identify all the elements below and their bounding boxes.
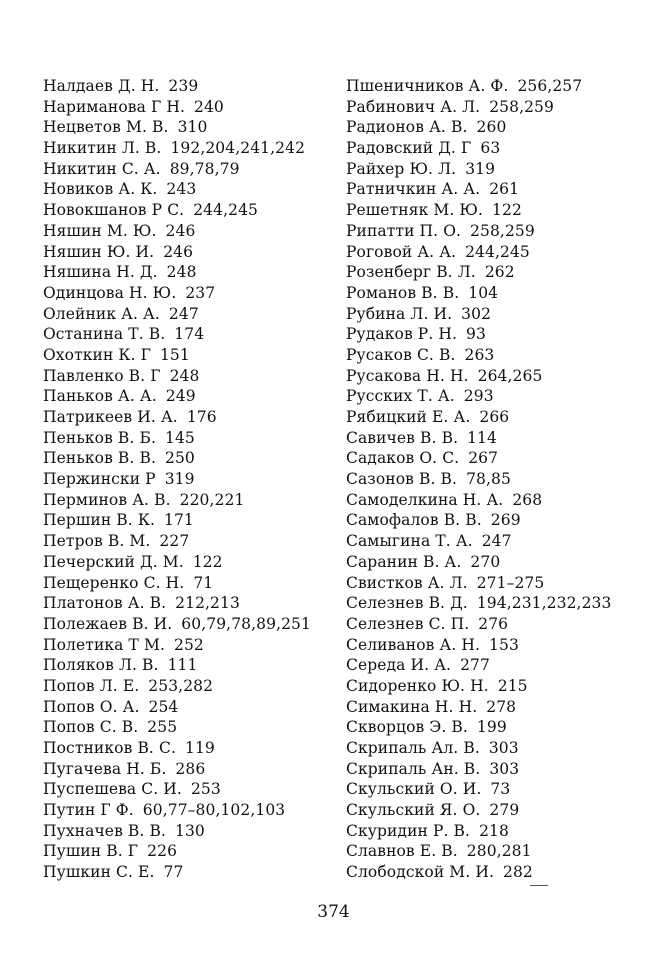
page-references: 319 [164, 470, 195, 489]
author-name: Няшина Н. Д. [43, 263, 158, 282]
author-name: Одинцова Н. Ю. [43, 283, 177, 302]
index-entry [346, 552, 646, 573]
index-entry [346, 593, 646, 614]
author-name: Русских Т. А. [346, 387, 455, 406]
author-name: Самофалов В. В. [346, 511, 482, 530]
author-name: Няшин М. Ю. [43, 221, 157, 240]
page-references: 171 [163, 511, 194, 530]
index-entry [43, 552, 333, 573]
index-entry [346, 738, 646, 759]
index-entry [346, 490, 646, 511]
author-name: Скульский О. И. [346, 780, 482, 799]
author-name: Саранин В. А. [346, 552, 462, 571]
page-references: 263 [464, 345, 495, 364]
author-name: Русакова Н. Н. [346, 366, 469, 385]
index-entry [43, 262, 333, 283]
index-entry [346, 821, 646, 842]
author-name: Русаков С. В. [346, 345, 456, 364]
index-entry [346, 469, 646, 490]
author-name: Налдаев Д. Н. [43, 77, 160, 95]
author-name: Роговой А. А. [346, 242, 457, 261]
page-references: 246 [165, 221, 196, 240]
author-name: Скульский Я. О. [346, 801, 481, 820]
author-name: Никитин С. А. [43, 159, 161, 178]
index-entry [346, 573, 646, 594]
index-entry [346, 159, 646, 180]
page-references: 114 [467, 428, 497, 447]
author-name: Селезнев В. Д. [346, 594, 468, 613]
index-entry [346, 779, 646, 800]
page-references: 63 [480, 139, 501, 158]
index-entry [43, 117, 333, 138]
index-entry [43, 717, 333, 738]
trailing-dash [530, 885, 548, 886]
author-name: Рубина Л. И. [346, 304, 453, 323]
page-references: 270 [470, 552, 501, 571]
author-name: Нецветов М. В. [43, 118, 169, 137]
page-references: 248 [169, 366, 200, 385]
author-name: Паньков А. А. [43, 387, 157, 406]
page-references: 174 [174, 325, 205, 344]
index-entry [346, 138, 646, 159]
index-entry [43, 800, 333, 821]
index-entry [346, 676, 646, 697]
author-name: Скворцов Э. В. [346, 718, 468, 737]
page-references: 60,79,78,89,251 [181, 614, 311, 633]
author-name: Олейник А. А. [43, 304, 160, 323]
index-entry [346, 862, 646, 883]
index-entry [346, 841, 646, 862]
index-entry [43, 386, 333, 407]
author-name: Скрипаль Ал. В. [346, 739, 480, 757]
page-references: 237 [185, 283, 216, 302]
index-entry [346, 407, 646, 428]
author-name: Печерский Д. М. [43, 552, 184, 571]
author-name: Попов О. А. [43, 697, 140, 716]
author-name: Решетняк М. Ю. [346, 201, 484, 220]
index-entry [346, 448, 646, 469]
page-references: 260 [476, 118, 507, 137]
page-references: 215 [497, 676, 528, 695]
page-references: 60,77–80,102,103 [142, 801, 286, 820]
page-references: 278 [486, 697, 517, 716]
page-references: 258,259 [489, 97, 554, 116]
author-name: Слободской М. И. [346, 863, 494, 882]
index-entry [346, 324, 646, 345]
page-references: 130 [175, 821, 205, 840]
page-references: 266 [479, 408, 510, 426]
index-entry [43, 366, 333, 387]
index-entry [43, 593, 333, 614]
index-entry [346, 428, 646, 449]
author-name: Радионов А. В. [346, 118, 468, 137]
page-references: 122 [492, 201, 522, 220]
page-references: 264,265 [477, 366, 543, 385]
index-entry [43, 510, 333, 531]
page-references: 249 [165, 387, 196, 406]
page-references: 239 [168, 77, 199, 95]
author-name: Рипатти П. О. [346, 221, 462, 240]
page-references: 280,281 [466, 842, 532, 861]
page-references: 282 [502, 863, 533, 882]
index-entry [346, 304, 646, 325]
page-references: 258,259 [470, 221, 535, 240]
author-name: Славнов Е. В. [346, 842, 458, 861]
author-name: Пушкин С. Е. [43, 863, 155, 882]
index-entry [43, 759, 333, 780]
author-name: Симакина Н. Н. [346, 697, 478, 716]
page-references: 303 [488, 739, 519, 757]
page-references: 250 [165, 449, 195, 468]
index-entry [346, 283, 646, 304]
author-name: Попов Л. Е. [43, 676, 140, 695]
page-references: 212,213 [175, 594, 240, 613]
index-entry [43, 242, 333, 263]
author-name: Никитин Л. В. [43, 139, 162, 158]
author-name: Розенберг В. Л. [346, 263, 476, 282]
index-entry [43, 635, 333, 656]
page-references: 262 [484, 263, 515, 282]
index-entry [346, 697, 646, 718]
author-name: Рабинович А. Л. [346, 97, 481, 116]
index-entry [43, 428, 333, 449]
author-name: Сазонов В. В. [346, 470, 458, 489]
author-name: Савичев В. В. [346, 428, 459, 447]
page-references: 310 [177, 118, 208, 137]
index-entry [346, 717, 646, 738]
index-entry [43, 221, 333, 242]
page-references: 104 [468, 283, 499, 302]
author-name: Полежаев В. И. [43, 614, 173, 633]
index-entry [43, 779, 333, 800]
page-references: 89,78,79 [169, 159, 240, 178]
page-references: 261 [489, 180, 520, 199]
index-entry [346, 179, 646, 200]
page-references: 176 [186, 408, 217, 426]
author-name: Ратничкин А. А. [346, 180, 481, 199]
author-name: Попов С. В. [43, 718, 139, 737]
author-name: Самыгина Т. А. [346, 532, 473, 551]
page-references: 153 [489, 635, 519, 654]
author-name: Рудаков Р. Н. [346, 325, 458, 344]
page-references: 277 [460, 656, 490, 675]
index-entry [43, 407, 333, 428]
index-entry [43, 676, 333, 697]
index-entry [346, 510, 646, 531]
page-references: 122 [192, 552, 223, 571]
index-entry [43, 821, 333, 842]
page-references: 77 [163, 863, 184, 882]
author-name: Середа И. А. [346, 656, 452, 675]
index-entry [43, 614, 333, 635]
index-entry [346, 242, 646, 263]
page-references: 246 [163, 242, 194, 261]
index-entry [346, 655, 646, 676]
page-references: 247 [481, 532, 512, 551]
index-entry [43, 490, 333, 511]
author-name: Скрипаль Ан. В. [346, 759, 481, 778]
page-references: 268 [512, 490, 543, 509]
page-references: 244,245 [465, 242, 530, 261]
index-entry [346, 221, 646, 242]
page-references: 244,245 [193, 201, 259, 220]
index-column-right [346, 76, 646, 883]
index-entry [346, 97, 646, 118]
author-name: Охоткин К. Г [43, 345, 151, 364]
page-references: 303 [489, 759, 520, 778]
author-name: Радовский Д. Г [346, 139, 472, 158]
author-name: Пушин В. Г [43, 842, 139, 861]
index-entry [43, 179, 333, 200]
page-references: 226 [147, 842, 178, 861]
author-name: Нариманова Г Н. [43, 97, 185, 116]
page-references: 255 [147, 718, 178, 737]
page-references: 279 [489, 801, 520, 820]
page-references: 199 [476, 718, 507, 737]
index-entry [43, 324, 333, 345]
index-entry [346, 386, 646, 407]
author-name: Садаков О. С. [346, 449, 460, 468]
author-name: Пшеничников А. Ф. [346, 77, 509, 95]
page-references: 220,221 [179, 490, 245, 509]
page-references: 111 [167, 656, 198, 675]
author-name: Пержински Р [43, 470, 156, 489]
index-entry [43, 200, 333, 221]
author-name: Райхер Ю. Л. [346, 159, 457, 178]
page-references: 247 [168, 304, 199, 323]
author-name: Пухначев В. В. [43, 821, 166, 840]
index-entry [346, 262, 646, 283]
page-references: 253 [190, 780, 221, 799]
page-references: 267 [468, 449, 499, 468]
index-entry [346, 531, 646, 552]
index-entry [346, 200, 646, 221]
page-references: 243 [166, 180, 197, 199]
author-name: Пеньков В. Б. [43, 428, 156, 447]
author-name: Петров В. М. [43, 532, 151, 551]
author-name: Свистков А. Л. [346, 573, 468, 592]
author-name: Постников В. С. [43, 739, 176, 757]
author-name: Пеньков В. В. [43, 449, 156, 468]
author-name: Скуридин Р. В. [346, 821, 471, 840]
page-references: 93 [466, 325, 486, 344]
author-name: Пуспешева С. И. [43, 780, 182, 799]
index-entry [43, 697, 333, 718]
page-references: 269 [490, 511, 521, 530]
index-entry [43, 76, 333, 97]
page-number: 374 [317, 902, 350, 922]
page-references: 78,85 [466, 470, 511, 489]
page-references: 151 [159, 345, 190, 364]
page-references: 248 [166, 263, 197, 282]
page-references: 218 [479, 821, 509, 840]
author-name: Няшин Ю. И. [43, 242, 155, 261]
page-references: 254 [148, 697, 179, 716]
page-references: 240 [194, 97, 224, 116]
page-references: 271–275 [476, 573, 545, 592]
page-references: 194,231,232,233 [476, 594, 612, 613]
page-references: 319 [465, 159, 496, 178]
index-entry [346, 366, 646, 387]
index-entry [43, 841, 333, 862]
index-entry [43, 531, 333, 552]
page-references: 227 [159, 532, 190, 551]
index-entry [43, 97, 333, 118]
author-name: Сидоренко Ю. Н. [346, 676, 489, 695]
author-name: Рябицкий Е. А. [346, 408, 471, 426]
index-entry [346, 759, 646, 780]
index-entry [43, 304, 333, 325]
index-entry [346, 635, 646, 656]
author-name: Останина Т. В. [43, 325, 166, 344]
author-name: Романов В. В. [346, 283, 460, 302]
page-references: 192,204,241,242 [170, 139, 306, 158]
index-entry [43, 738, 333, 759]
page-references: 256,257 [517, 77, 583, 95]
page-references: 252 [174, 635, 204, 654]
index-entry [43, 448, 333, 469]
author-name: Патрикеев И. А. [43, 408, 178, 426]
author-name: Путин Г Ф. [43, 801, 134, 820]
page-references: 71 [193, 573, 214, 592]
page-references: 119 [184, 739, 215, 757]
index-entry [43, 283, 333, 304]
index-entry [43, 862, 333, 883]
page-references: 286 [175, 759, 206, 778]
page-references: 145 [165, 428, 195, 447]
author-name: Перминов А. В. [43, 490, 171, 509]
index-entry [346, 345, 646, 366]
author-name: Платонов А. В. [43, 594, 167, 613]
index-entry [43, 573, 333, 594]
author-name: Селезнев С. П. [346, 614, 470, 633]
index-entry [43, 469, 333, 490]
page-references: 276 [478, 614, 509, 633]
author-name: Пещеренко С. Н. [43, 573, 185, 592]
author-name: Селиванов А. Н. [346, 635, 481, 654]
index-entry [346, 614, 646, 635]
page-references: 253,282 [148, 676, 214, 695]
index-entry [43, 345, 333, 366]
index-column-left [43, 76, 333, 883]
page-references: 302 [461, 304, 492, 323]
index-entry [43, 138, 333, 159]
author-name: Новиков А. К. [43, 180, 158, 199]
index-entry [43, 655, 333, 676]
author-name: Самоделкина Н. А. [346, 490, 504, 509]
author-name: Першин В. К. [43, 511, 155, 530]
index-entry [43, 159, 333, 180]
author-name: Пугачева Н. Б. [43, 759, 167, 778]
author-name: Полетика Т М. [43, 635, 165, 654]
page-references: 73 [490, 780, 511, 799]
index-entry [346, 800, 646, 821]
author-name: Поляков Л. В. [43, 656, 159, 675]
author-name: Павленко В. Г [43, 366, 161, 385]
author-name: Новокшанов Р С. [43, 201, 185, 220]
index-entry [346, 76, 646, 97]
page-references: 293 [463, 387, 494, 406]
index-entry [346, 117, 646, 138]
